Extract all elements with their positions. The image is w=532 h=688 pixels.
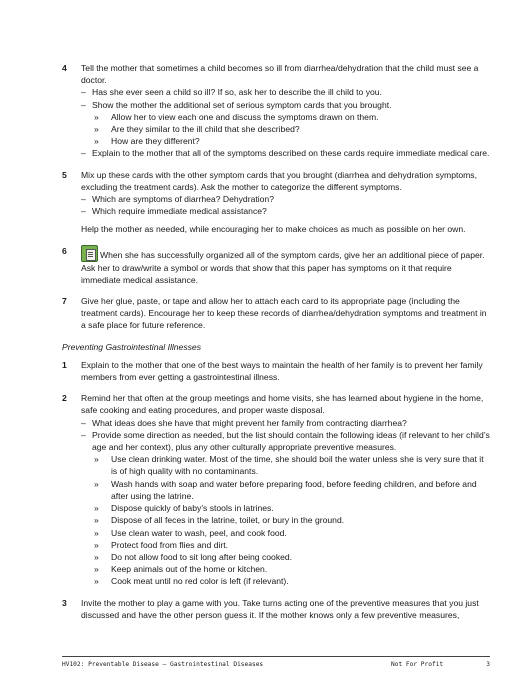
step-4 (0, 62, 532, 86)
page-content (0, 62, 532, 621)
step-text: Give her glue, paste, or tape and allow her to attach each card to its appropriate page (including the treatment cards). Encourage her to keep these records of diarrhea/dehydration symptoms and treatment in a safe place for future reference. (81, 296, 487, 331)
chevron-marker: » (94, 124, 99, 135)
step-number: 6 (62, 245, 67, 256)
dash-item (0, 205, 532, 217)
dash-marker: – (81, 148, 86, 159)
step-text: Mix up these cards with the other symptom cards that you brought (diarrhea and dehydration symptoms, excluding the treatment cards). Ask the mother to categorize the different symptoms. (81, 169, 477, 192)
step-number: 1 (62, 359, 67, 370)
dash-text: Which require immediate medical assistance? (92, 206, 267, 217)
dash-item (0, 193, 532, 205)
dash-text: Which are symptoms of diarrhea? Dehydration? (92, 194, 274, 205)
dash-item (0, 429, 532, 453)
dash-item (0, 86, 532, 98)
step-number: 2 (62, 393, 67, 404)
prevention-step-3 (0, 597, 532, 621)
chevron-item (0, 551, 532, 563)
chevron-marker: » (94, 454, 99, 465)
step-7 (0, 295, 532, 332)
chevron-marker: » (94, 576, 99, 587)
dash-marker: – (81, 87, 86, 98)
step-5 (0, 169, 532, 193)
chevron-text: Use clean water to wash, peel, and cook food. (111, 527, 287, 538)
step-number: 3 (62, 597, 67, 608)
footer-license: Not For Profit (391, 661, 444, 668)
chevron-marker: » (94, 515, 99, 526)
step-text: Explain to the mother that one of the best ways to maintain the health of her family is to prevent her family members from ever getting a gastrointestinal illness. (81, 359, 483, 383)
chevron-text: Allow her to view each one and discuss the symptoms drawn on them. (111, 111, 379, 122)
dash-item (0, 417, 532, 429)
dash-text: Has she ever seen a child so ill? If so, ask her to describe the ill child to you. (92, 87, 382, 98)
prevention-step-2 (0, 392, 532, 416)
chevron-item (0, 135, 532, 147)
chevron-text: How are they different? (111, 136, 200, 147)
chevron-marker: » (94, 503, 99, 514)
chevron-item (0, 111, 532, 123)
chevron-item (0, 514, 532, 526)
step-number: 7 (62, 296, 67, 307)
chevron-text: Protect food from flies and dirt. (111, 539, 229, 550)
chevron-item (0, 539, 532, 551)
section-heading: Preventing Gastrointestinal Illnesses (62, 341, 202, 352)
chevron-item (0, 563, 532, 575)
dash-text: Explain to the mother that all of the symptoms described on these cards require immediate medical care. (92, 148, 490, 159)
chevron-text: Keep animals out of the home or kitchen. (111, 564, 268, 575)
step-text: Invite the mother to play a game with you. Take turns acting one of the preventive measures that you just discussed and have the other person guess it. If the mother knows only a few preventive measures, (81, 597, 479, 620)
dash-text: Provide some direction as needed, but the list should contain the following ideas (if relevant to her child’s age and her context), plus any other culturally appropriate preventive measures. (92, 429, 490, 453)
chevron-item (0, 453, 532, 477)
dash-marker: – (81, 194, 86, 205)
chevron-text: Wash hands with soap and water before preparing food, before feeding children, and before and after using the latrine. (111, 478, 477, 501)
dash-marker: – (81, 429, 86, 440)
chevron-item (0, 502, 532, 514)
step-text: Tell the mother that sometimes a child becomes so ill from diarrhea/dehydration that the child must see a doctor. (81, 63, 479, 86)
step-number: 5 (62, 169, 67, 180)
footer-page-number: 3 (486, 661, 490, 668)
dash-marker: – (81, 206, 86, 217)
chevron-text: Dispose of all feces in the latrine, toilet, or bury in the ground. (111, 515, 345, 526)
chevron-text: Do not allow food to sit long after being cooked. (111, 551, 293, 562)
step-text: Remind her that often at the group meetings and home visits, she has learned about hygiene in the home, safe cooking and eating procedures, and proper waste disposal. (81, 393, 484, 416)
chevron-marker: » (94, 539, 99, 550)
footer-course-title: HV102: Preventable Disease – Gastrointestinal Diseases (62, 661, 264, 668)
chevron-item (0, 123, 532, 135)
step-number: 4 (62, 63, 67, 73)
chevron-text: Dispose quickly of baby’s stools in latrines. (111, 503, 274, 514)
help-note: Help the mother as needed, while encouraging her to make choices as much as possible on her own. (81, 224, 466, 235)
dash-marker: – (81, 99, 86, 110)
chevron-item (0, 478, 532, 502)
chevron-marker: » (94, 564, 99, 575)
chevron-marker: » (94, 478, 99, 489)
chevron-marker: » (94, 111, 99, 122)
step-6 (0, 245, 532, 286)
worksheet-icon (81, 245, 98, 262)
chevron-item (0, 575, 532, 587)
chevron-marker: » (94, 527, 99, 538)
chevron-marker: » (94, 136, 99, 147)
chevron-text: Use clean drinking water. Most of the time, she should boil the water unless she is very sure that it is of high quality with no contaminants. (111, 454, 484, 477)
dash-item (0, 99, 532, 111)
dash-text: Show the mother the additional set of serious symptom cards that you brought. (92, 99, 392, 110)
page-footer (62, 656, 490, 668)
dash-item (0, 147, 532, 159)
chevron-text: Are they similar to the ill child that she described? (111, 124, 300, 135)
dash-marker: – (81, 417, 86, 428)
dash-text: What ideas does she have that might prevent her family from contracting diarrhea? (92, 417, 407, 428)
step-text: When she has successfully organized all of the symptom cards, give her an additional piece of paper. Ask her to draw/write a symbol or words that show that this paper has symptoms on it that require immediate medical assistance. (81, 249, 485, 285)
chevron-marker: » (94, 551, 99, 562)
prevention-step-1 (0, 359, 532, 383)
chevron-item (0, 527, 532, 539)
chevron-text: Cook meat until no red color is left (if relevant). (111, 576, 289, 587)
